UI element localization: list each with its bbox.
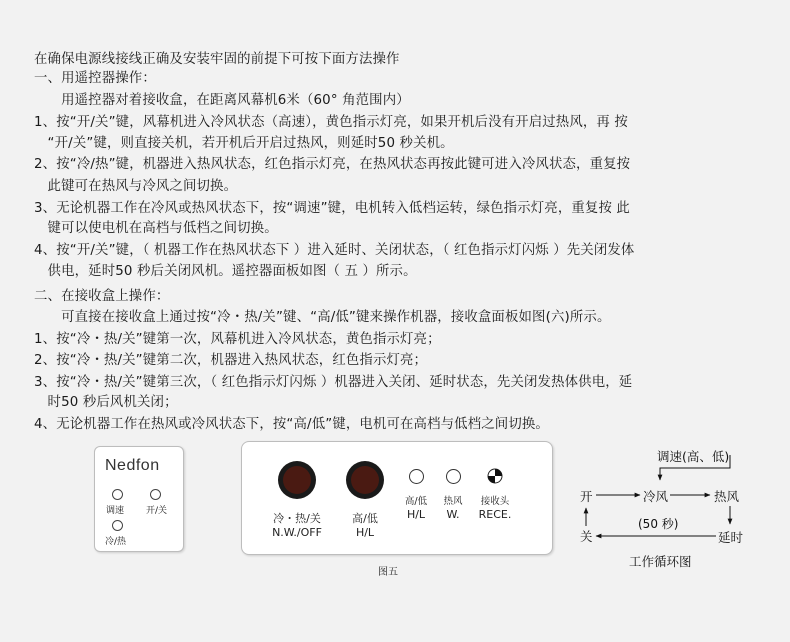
highlow-button[interactable] — [346, 461, 384, 499]
remote-step-2a: 2、按“冷/热”键，机器进入热风状态，红色指示灯亮，在热风状态再按此键可进入冷风状态，重复按 — [34, 157, 631, 172]
section-remote-heading: 一、用遥控器操作： — [34, 71, 156, 86]
receiver-step-3a: 3、按“冷・热/关”键第三次，（ 红色指示灯闪烁 ）机器进入关闭、延时状态，先关闭发热体供电，延 — [34, 375, 633, 390]
coolheat-label: 冷/热 — [105, 537, 127, 547]
coolheat-off-button[interactable] — [278, 461, 316, 499]
highlow-indicator-label: 高/低 — [404, 496, 428, 507]
figure-caption: 图五 — [378, 567, 398, 578]
receiver-intro-line: 可直接在接收盒上通过按“冷・热/关”键、“高/低”键来操作机器，接收盒面板如图(六)所示。 — [34, 310, 611, 325]
receiver-step-1: 1、按“冷・热/关”键第一次，风幕机进入冷风状态，黄色指示灯亮； — [34, 332, 441, 347]
remote-step-3b: 键可以使电机在高档与低档之间切换。 — [34, 221, 278, 236]
highlow-indicator — [409, 469, 424, 484]
cycle-on-label: 开 — [580, 489, 593, 504]
remote-control-panel — [94, 446, 184, 552]
cycle-title: 工作循环图 — [629, 554, 692, 569]
receiver-panel — [241, 441, 553, 555]
highlow-label: 高/低 — [352, 512, 378, 525]
remote-step-1b: “开/关”键，则直接关机，若开机后开启过热风，则延时50 秒关机。 — [34, 136, 454, 151]
receiver-sensor-icon — [487, 468, 503, 484]
warm-indicator-label-en: W. — [446, 508, 460, 521]
cycle-hot-label: 热风 — [714, 489, 740, 504]
cycle-cool-label: 冷风 — [643, 489, 669, 504]
highlow-label-en: H/L — [355, 526, 375, 539]
brand-logo: Nedfon — [105, 457, 160, 474]
cycle-speed-label: 调速(高、低) — [657, 449, 730, 464]
coolheat-off-label: 冷・热/关 — [273, 512, 321, 525]
intro-line: 在确保电源线接线正确及安装牢固的前提下可按下面方法操作 — [34, 52, 400, 67]
remote-range-line: 用遥控器对着接收盒，在距离风幕机6米（60° 角范围内） — [34, 93, 410, 108]
warm-indicator-label: 热风 — [443, 496, 463, 507]
cycle-arrows — [570, 440, 770, 552]
receiver-step-4: 4、无论机器工作在热风或冷风状态下，按“高/低”键，电机可在高档与低档之间切换。 — [34, 417, 549, 432]
coolheat-off-label-en: N.W./OFF — [272, 526, 322, 539]
receiver-step-2: 2、按“冷・热/关”键第二次，机器进入热风状态，红色指示灯亮； — [34, 353, 428, 368]
coolheat-button[interactable] — [112, 520, 123, 531]
speed-label: 调速 — [106, 506, 125, 516]
section-receiver-heading: 二、在接收盒上操作： — [34, 289, 170, 304]
remote-step-4b: 供电，延时50 秒后关闭风机。遥控器面板如图（ 五 ）所示。 — [34, 264, 417, 279]
warm-indicator — [446, 469, 461, 484]
receiver-label: 接收头 — [480, 496, 510, 507]
remote-step-1a: 1、按“开/关”键，风幕机进入冷风状态（高速），黄色指示灯亮，如果开机后没有开启过热风，再 按 — [34, 115, 628, 130]
speed-button[interactable] — [112, 489, 123, 500]
cycle-delay-label: 延时 — [718, 530, 744, 545]
highlow-indicator-label-en: H/L — [406, 508, 426, 521]
onoff-button[interactable] — [150, 489, 161, 500]
onoff-label: 开/关 — [146, 506, 168, 516]
cycle-off-label: 关 — [580, 529, 593, 544]
cycle-seconds-label: (50 秒) — [638, 517, 679, 531]
receiver-label-en: RECE. — [478, 508, 512, 521]
remote-step-3a: 3、无论机器工作在冷风或热风状态下，按“调速”键，电机转入低档运转，绿色指示灯亮，重复按 此 — [34, 201, 630, 216]
remote-step-2b: 此键可在热风与冷风之间切换。 — [34, 179, 238, 194]
receiver-step-3b: 时50 秒后风机关闭； — [34, 395, 178, 410]
remote-step-4a: 4、按“开/关”键，（ 机器工作在热风状态下 ）进入延时、关闭状态，（ 红色指示灯闪烁 ）先关闭发体 — [34, 243, 635, 258]
